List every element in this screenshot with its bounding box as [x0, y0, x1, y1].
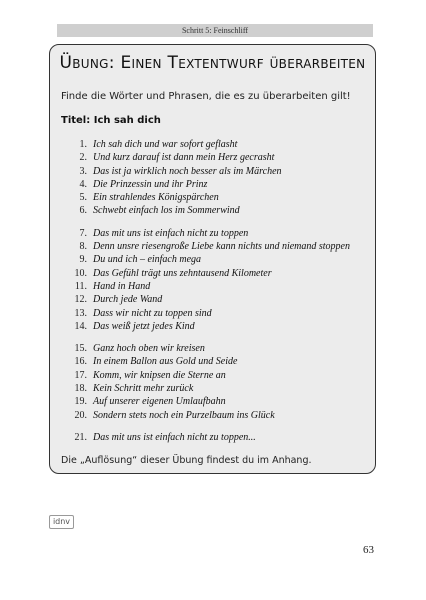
list-item [61, 431, 371, 444]
list-item-number: 14. [74, 320, 87, 332]
group-spacer [61, 218, 371, 227]
list-item-text: Ein strahlendes Königspärchen [93, 192, 219, 204]
list-item [61, 280, 371, 293]
list-item [61, 178, 371, 191]
list-item [61, 227, 371, 240]
list-item [61, 165, 371, 178]
exercise-subtitle: Titel: Ich sah dich [61, 115, 161, 126]
list-item-number: 3. [79, 165, 87, 177]
exercise-intro: Finde die Wörter und Phrasen, die es zu überarbeiten gilt! [61, 91, 351, 102]
list-item [61, 267, 371, 280]
list-item-number: 8. [79, 241, 87, 253]
list-item-number: 15. [74, 343, 87, 355]
list-item-number: 7. [79, 227, 87, 239]
list-item-text: Ganz hoch oben wir kreisen [93, 343, 205, 355]
list-item-text: Auf unserer eigenen Umlaufbahn [93, 396, 226, 408]
publisher-logo: idnv [49, 515, 74, 529]
list-item-text: Ich sah dich und war sofort geflasht [93, 139, 238, 150]
list-item-number: 9. [79, 254, 87, 266]
list-item [61, 191, 371, 204]
list-item-text: Und kurz darauf ist dann mein Herz gecrasht [93, 152, 275, 164]
exercise-footer: Die „Auflösung“ dieser Übung findest du im Anhang. [61, 455, 312, 466]
list-item-text: Das ist ja wirklich noch besser als im Märchen [93, 165, 282, 177]
list-item [61, 240, 371, 253]
list-item [61, 307, 371, 320]
list-item-text: Kein Schritt mehr zurück [93, 383, 194, 395]
list-item [61, 342, 371, 355]
list-item [61, 138, 371, 151]
list-item-number: 5. [79, 192, 87, 204]
list-item-text: Schwebt einfach los im Sommerwind [93, 205, 240, 217]
list-item-text: Komm, wir knipsen die Sterne an [93, 369, 226, 381]
group-spacer [61, 422, 371, 431]
list-item-number: 2. [79, 152, 87, 164]
list-item [61, 204, 371, 217]
running-head: Schritt 5: Feinschliff [57, 24, 373, 37]
list-item-text: Du und ich – einfach mega [93, 254, 202, 266]
list-item-number: 19. [74, 396, 87, 408]
list-item-number: 18. [74, 383, 87, 395]
list-item-text: Dass wir nicht zu toppen sind [93, 307, 212, 319]
list-item-text: Das Gefühl trägt uns zehntausend Kilometer [93, 267, 272, 279]
lyrics-list [61, 138, 371, 444]
group-spacer [61, 333, 371, 342]
list-item [61, 355, 371, 368]
exercise-title: Übung: Einen Textentwurf überarbeiten [59, 53, 366, 73]
list-item-number: 10. [74, 267, 87, 279]
list-item-number: 16. [74, 356, 87, 368]
list-item-number: 21. [74, 431, 87, 443]
list-item-number: 17. [74, 369, 87, 381]
list-item [61, 253, 371, 266]
list-item [61, 395, 371, 408]
list-item-number: 13. [74, 307, 87, 319]
list-item [61, 293, 371, 306]
list-item-text: Hand in Hand [93, 280, 151, 292]
list-item-text: Die Prinzessin und ihr Prinz [93, 178, 208, 190]
list-item-number: 12. [74, 294, 87, 306]
list-item-number: 1. [79, 139, 87, 150]
list-item-text: Das mit uns ist einfach nicht zu toppen [93, 227, 249, 239]
list-item-text: Denn unsre riesengroße Liebe kann nichts und niemand stoppen [93, 241, 350, 253]
list-item [61, 369, 371, 382]
list-item-text: Das mit uns ist einfach nicht zu toppen... [93, 431, 256, 443]
list-item [61, 382, 371, 395]
list-item [61, 151, 371, 164]
list-item-number: 11. [74, 280, 87, 292]
page-number: 63 [363, 544, 374, 556]
list-item [61, 320, 371, 333]
exercise-box [49, 44, 376, 474]
list-item [61, 409, 371, 422]
list-item-text: Sondern stets noch ein Purzelbaum ins Glück [93, 409, 275, 421]
list-item-text: Das weiß jetzt jedes Kind [93, 320, 195, 332]
list-item-text: In einem Ballon aus Gold und Seide [93, 356, 238, 368]
list-item-number: 20. [74, 409, 87, 421]
list-item-number: 6. [79, 205, 87, 217]
list-item-text: Durch jede Wand [93, 294, 163, 306]
list-item-number: 4. [79, 178, 87, 190]
